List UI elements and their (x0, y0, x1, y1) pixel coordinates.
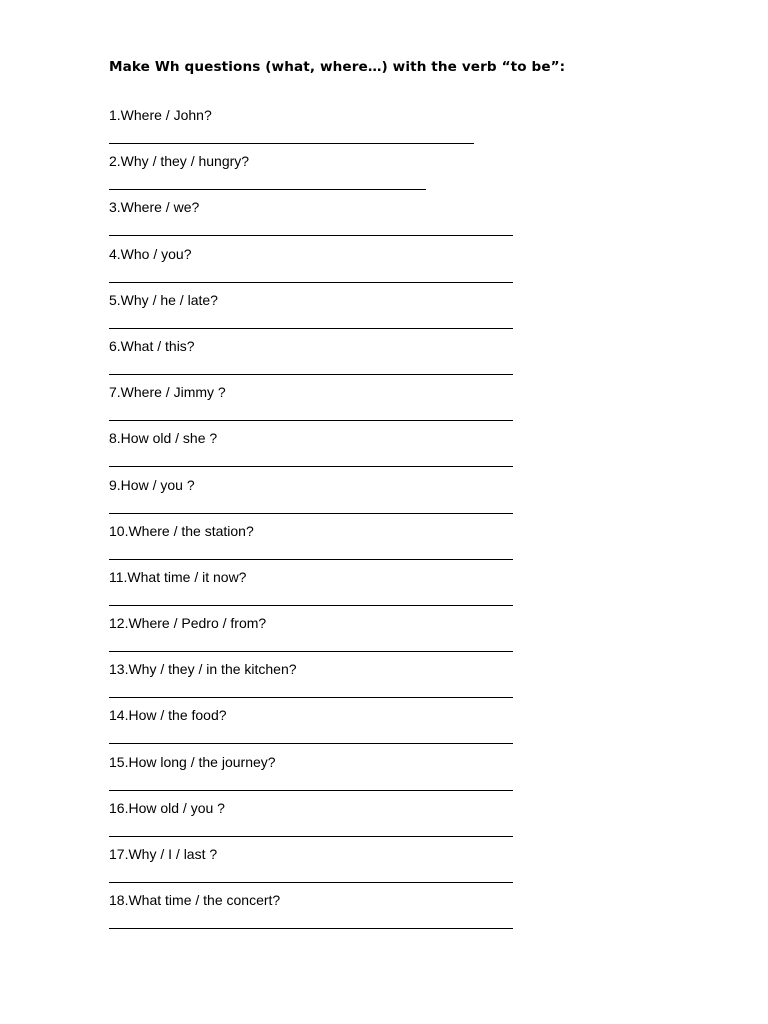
question-prompt: 10.Where / the station? (109, 522, 254, 539)
question-prompt: 2.Why / they / hungry? (109, 153, 250, 170)
answer-line[interactable] (109, 282, 513, 283)
exercise-item (109, 291, 529, 337)
question-prompt: 4.Who / you? (109, 245, 192, 262)
exercise-item (109, 706, 529, 752)
question-prompt: 7.Where / Jimmy ? (109, 384, 226, 401)
question-prompt: 9.How / you ? (109, 476, 195, 493)
answer-line[interactable] (109, 374, 513, 375)
answer-line[interactable] (109, 235, 513, 236)
answer-line[interactable] (109, 143, 474, 144)
question-prompt: 6.What / this? (109, 337, 195, 354)
exercise-item (109, 476, 529, 522)
question-prompt: 15.How long / the journey? (109, 753, 276, 770)
question-prompt: 5.Why / he / late? (109, 291, 218, 308)
question-prompt: 14.How / the food? (109, 707, 227, 724)
answer-line[interactable] (109, 836, 513, 837)
answer-line[interactable] (109, 697, 513, 698)
answer-line[interactable] (109, 790, 513, 791)
worksheet-title: Make Wh questions (what, where…) with the verb “to be”: (109, 59, 566, 75)
answer-line[interactable] (109, 928, 513, 929)
exercise-item (109, 891, 529, 937)
question-prompt: 8.How old / she ? (109, 430, 218, 447)
answer-line[interactable] (109, 420, 513, 421)
question-prompt: 13.Why / they / in the kitchen? (109, 661, 297, 678)
exercise-item (109, 614, 529, 660)
exercise-item (109, 660, 529, 706)
exercise-item (109, 198, 529, 244)
exercise-item (109, 245, 529, 291)
question-prompt: 1.Where / John? (109, 107, 212, 123)
question-prompt: 3.Where / we? (109, 199, 200, 216)
question-prompt: 18.What time / the concert? (109, 892, 281, 909)
answer-line[interactable] (109, 328, 513, 329)
exercise-item (109, 106, 529, 152)
exercise-item (109, 152, 529, 198)
question-prompt: 11.What time / it now? (109, 568, 247, 585)
answer-line[interactable] (109, 651, 513, 652)
answer-line[interactable] (109, 513, 513, 514)
answer-line[interactable] (109, 743, 513, 744)
question-prompt: 17.Why / I / last ? (109, 846, 218, 862)
exercise-list (109, 106, 529, 937)
exercise-item (109, 429, 529, 475)
exercise-item (109, 383, 529, 429)
question-prompt: 16.How old / you ? (109, 799, 225, 816)
answer-line[interactable] (109, 882, 513, 883)
answer-line[interactable] (109, 605, 513, 606)
answer-line[interactable] (109, 559, 513, 560)
exercise-item (109, 568, 529, 614)
exercise-item (109, 753, 529, 799)
answer-line[interactable] (109, 466, 513, 467)
exercise-item (109, 799, 529, 845)
answer-line[interactable] (109, 189, 426, 190)
exercise-item (109, 522, 529, 568)
exercise-item (109, 845, 529, 891)
exercise-item (109, 337, 529, 383)
question-prompt: 12.Where / Pedro / from? (109, 615, 267, 632)
